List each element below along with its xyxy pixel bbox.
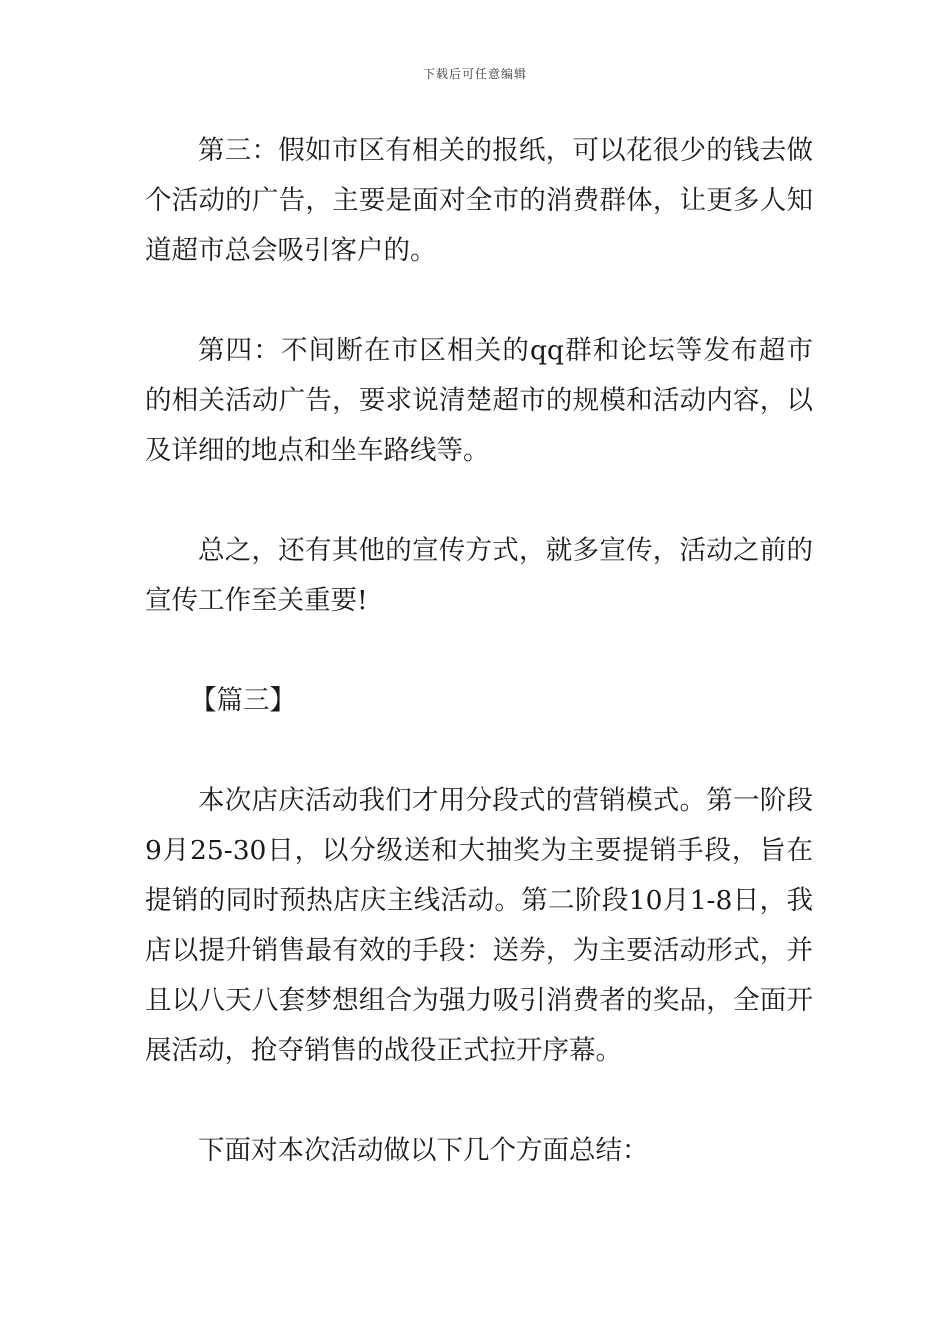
paragraph-gap — [145, 476, 813, 526]
page-header: 下载后可任意编辑 — [422, 67, 527, 81]
paragraph-gap — [145, 1076, 813, 1126]
paragraph-summary-intro: 下面对本次活动做以下几个方面总结： — [198, 1135, 649, 1166]
paragraph-gap — [145, 626, 813, 676]
document-body — [145, 126, 813, 1176]
paragraph-third-point: 第三：假如市区有相关的报纸，可以花很少的钱去做个活动的广告，主要是面对全市的消费群体，让更多人知道超市总会吸引客户的。 — [145, 135, 813, 266]
paragraph-gap — [145, 726, 813, 776]
paragraph-anniversary-activity: 本次店庆活动我们才用分段式的营销模式。第一阶段9月25-30日，以分级送和大抽奖为主要提销手段，旨在提销的同时预热店庆主线活动。第二阶段10月1-8日，我店以提升销售最有效的手段：送券，为主要活动形式，并且以八天八套梦想组合为强力吸引消费者的奖品，全面开展活动，抢夺销售的战役正式拉开序幕。 — [145, 785, 813, 1066]
paragraph-fourth-point: 第四：不间断在市区相关的qq群和论坛等发布超市的相关活动广告，要求说清楚超市的规模和活动内容，以及详细的地点和坐车路线等。 — [145, 335, 813, 466]
section-heading: 【篇三】 — [190, 685, 296, 716]
paragraph-summary: 总之，还有其他的宣传方式，就多宣传，活动之前的宣传工作至关重要! — [145, 535, 813, 616]
paragraph-gap — [145, 276, 813, 326]
